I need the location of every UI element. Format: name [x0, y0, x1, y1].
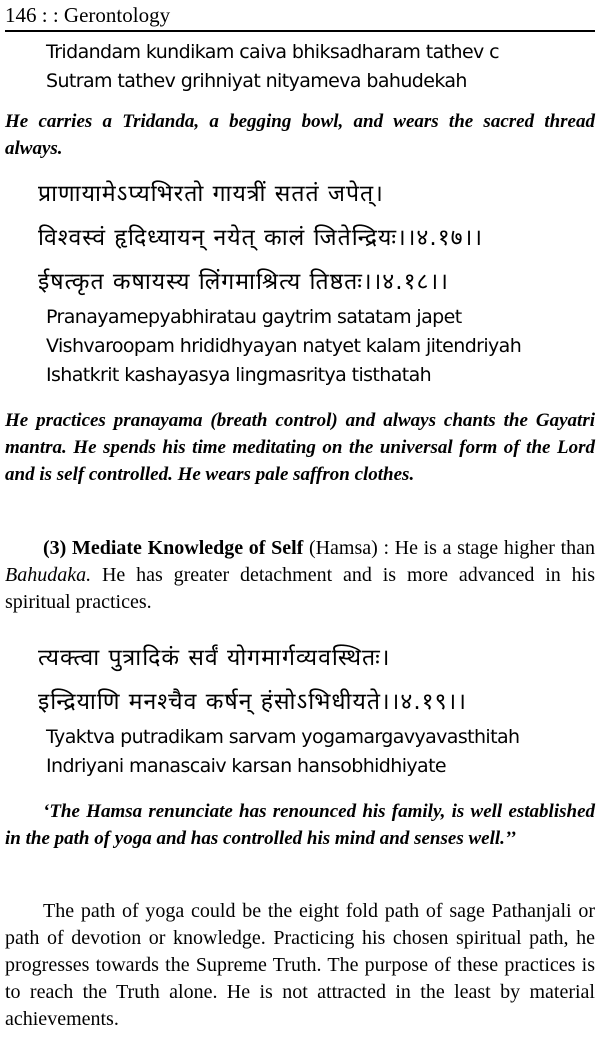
verse3-transliteration: [46, 723, 596, 781]
verse2-translation: He practices pranayama (breath control) and always chants the Gayatri mantra. He spends his time meditating on the universal form of the Lord and is self controlled. He wears pale saffron clothes.: [5, 410, 595, 485]
closing-paragraph: The path of yoga could be the eight fold path of sage Pathanjali or path of devotion or knowledge. Practicing his chosen spiritual path, he progresses towards the Supreme Truth. The purpose of these practices is to reach the Truth alone. He is not attracted in the least by material achievements.: [5, 900, 595, 1030]
verse2-devanagari: [38, 172, 598, 304]
running-head: 146 : : Gerontology: [5, 2, 595, 32]
verse3-translation: ‘The Hamsa renunciate has renounced his family, is well established in the path of yoga and has controlled his mind and senses well.’’: [5, 801, 595, 849]
verse1-translation: He carries a Tridanda, a begging bowl, and wears the sacred thread always.: [5, 111, 595, 159]
verse-line: Sutram tathev grihniyat nityameva bahudekah: [46, 70, 467, 92]
verse-line: Ishatkrit kashayasya lingmasritya tisthatah: [46, 364, 432, 386]
verse1-transliteration: [46, 38, 596, 96]
section-heading: (3) Mediate Knowledge of Self: [43, 537, 304, 559]
body-text: : He is a stage higher than: [377, 537, 595, 559]
section-term: (Hamsa): [308, 537, 378, 559]
verse-line: Tridandam kundikam caiva bhiksadharam tathev c: [46, 41, 499, 63]
body-text: He has greater detachment and is more advanced in his spiritual practices.: [5, 564, 595, 613]
verse-line: Tyaktva putradikam sarvam yogamargavyavasthitah: [46, 726, 520, 748]
verse-line: इन्द्रियाणि मनश्चैव कर्षन् हंसोऽभिधीयते।।४.१९।।: [38, 689, 467, 715]
verse-line: प्राणायामेऽप्यभिरतो गायत्रीं सततं जपेत्।: [38, 181, 384, 207]
verse-line: Pranayamepyabhiratau gaytrim satatam japet: [46, 306, 462, 328]
verse-line: ईषत्कृत कषायस्य लिंगमाश्रित्य तिष्ठतः।।४.१८।।: [38, 269, 449, 295]
section3-paragraph: [5, 535, 595, 616]
verse-line: Vishvaroopam hrididhyayan natyet kalam jitendriyah: [46, 335, 522, 357]
verse-line: विश्वस्वं हृदिध्यायन् नयेत् कालं जितेन्द्रियः।।४.१७।।: [38, 225, 484, 251]
italic-term: Bahudaka.: [5, 564, 92, 586]
verse-line: Indriyani manascaiv karsan hansobhidhiyate: [46, 755, 447, 777]
verse-line: त्यक्त्वा पुत्रादिकं सर्वं योगमार्गव्यवस्थितः।: [38, 645, 391, 671]
verse2-transliteration: [46, 303, 596, 390]
verse3-devanagari: [38, 636, 598, 724]
